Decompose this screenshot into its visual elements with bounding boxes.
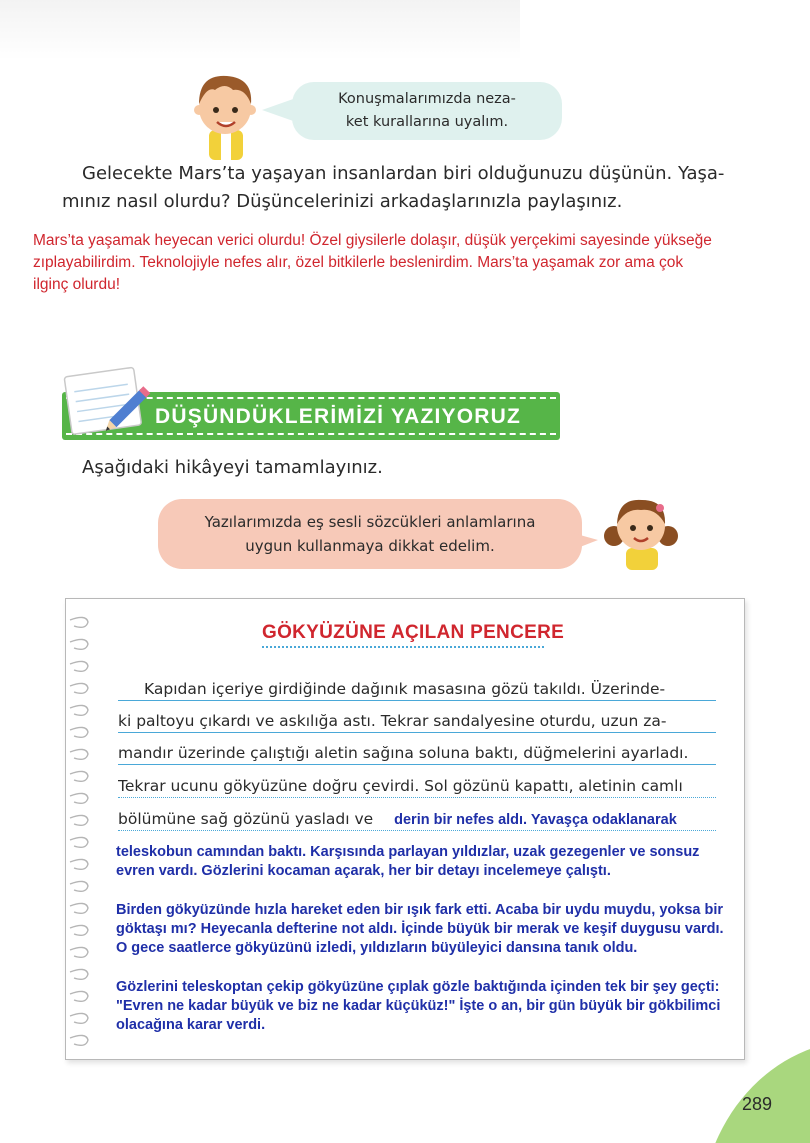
writing-rule bbox=[118, 732, 716, 733]
top-background-wash bbox=[0, 0, 520, 60]
speech-bubble-manners bbox=[292, 82, 562, 140]
story-line: Kapıdan içeriye girdiğinde dağınık masasına gözü takıldı. Üzerinde- bbox=[144, 680, 666, 698]
boy-avatar-icon bbox=[185, 68, 265, 160]
prompt-line: Gelecekte Mars’ta yaşayan insanlardan biri olduğunuzu düşünün. Yaşa- bbox=[82, 163, 725, 184]
title-underline bbox=[262, 646, 544, 648]
story-line: Tekrar ucunu gökyüzüne doğru çevirdi. Sol gözünü kapattı, aletinin camlı bbox=[118, 777, 683, 795]
bubble-line: Konuşmalarımızda neza- bbox=[338, 91, 516, 107]
section-title: DÜŞÜNDÜKLERİMİZİ YAZIYORUZ bbox=[155, 405, 522, 428]
question-prompt bbox=[62, 160, 762, 216]
story-title: GÖKYÜZÜNE AÇILAN PENCERE bbox=[262, 622, 565, 643]
story-line: mandır üzerinde çalıştığı aletin sağına soluna baktı, düğmelerini ayarladı. bbox=[118, 744, 689, 762]
speech-bubble-tail bbox=[262, 98, 296, 122]
writing-rule bbox=[118, 830, 716, 831]
answer-line: ilginç olurdu! bbox=[33, 276, 121, 293]
page-number: 289 bbox=[742, 1094, 773, 1114]
handwritten-answer bbox=[33, 230, 793, 296]
speech-bubble-homonyms bbox=[158, 499, 582, 569]
writing-rule bbox=[118, 797, 716, 798]
bubble-line: Yazılarımızda eş sesli sözcükleri anlamlarına bbox=[204, 513, 536, 531]
notepad-pencil-icon bbox=[62, 366, 158, 438]
student-continuation: teleskobun camından baktı. Karşısında parlayan yıldızlar, uzak gezegenler ve sonsuz evren vardı. Gözlerini kocaman açarak, her bir detayı incelemeye çalıştı. bbox=[116, 844, 700, 879]
story-line-start: bölümüne sağ gözünü yasladı ve bbox=[118, 810, 374, 828]
student-fill-inline: derin bir nefes aldı. Yavaşça odaklanarak bbox=[394, 812, 677, 828]
student-continuation: Gözlerini teleskoptan çekip gökyüzüne çıplak gözle baktığında içinden tek bir şey geçti: "Evren ne kadar büyük ve biz ne kadar küçüküz!" İşte o an, bir gün büyük bir gökbilimci olacağına karar verdi. bbox=[116, 979, 721, 1033]
student-continuation: Birden gökyüzünde hızla hareket eden bir ışık fark etti. Acaba bir uydu muydu, yoksa bir göktaşı mı? Heyecanla defterine not aldı. İçinde büyük bir merak ve keşif duygusu vardı. O gece saatlerce gökyüzünü izledi, yıldızların büyüleyici dansına tanık oldu. bbox=[116, 902, 724, 956]
writing-rule bbox=[118, 764, 716, 765]
bubble-line: ket kurallarına uyalım. bbox=[345, 114, 509, 130]
writing-rule bbox=[118, 700, 716, 701]
prompt-line: mınız nasıl olurdu? Düşüncelerinizi arkadaşlarınızla paylaşınız. bbox=[62, 191, 623, 212]
bubble-line: uygun kullanmaya dikkat edelim. bbox=[245, 537, 495, 555]
spiral-binding-icon bbox=[66, 612, 96, 1052]
story-line: ki paltoyu çıkardı ve askılığa astı. Tekrar sandalyesine oturdu, uzun za- bbox=[118, 712, 667, 730]
instruction-text: Aşağıdaki hikâyeyi tamamlayınız. bbox=[82, 457, 383, 478]
answer-line: zıplayabilirdim. Teknolojiyle nefes alır, özel bitkilerle beslenirdim. Mars’ta yaşamak zor ama çok bbox=[33, 254, 684, 271]
story-line bbox=[118, 808, 716, 831]
speech-bubble-tail bbox=[562, 530, 598, 554]
answer-line: Mars’ta yaşamak heyecan verici olurdu! Özel giysilerle dolaşır, düşük yerçekimi sayesinde yükseğe bbox=[33, 232, 712, 249]
girl-avatar-icon bbox=[600, 490, 682, 570]
